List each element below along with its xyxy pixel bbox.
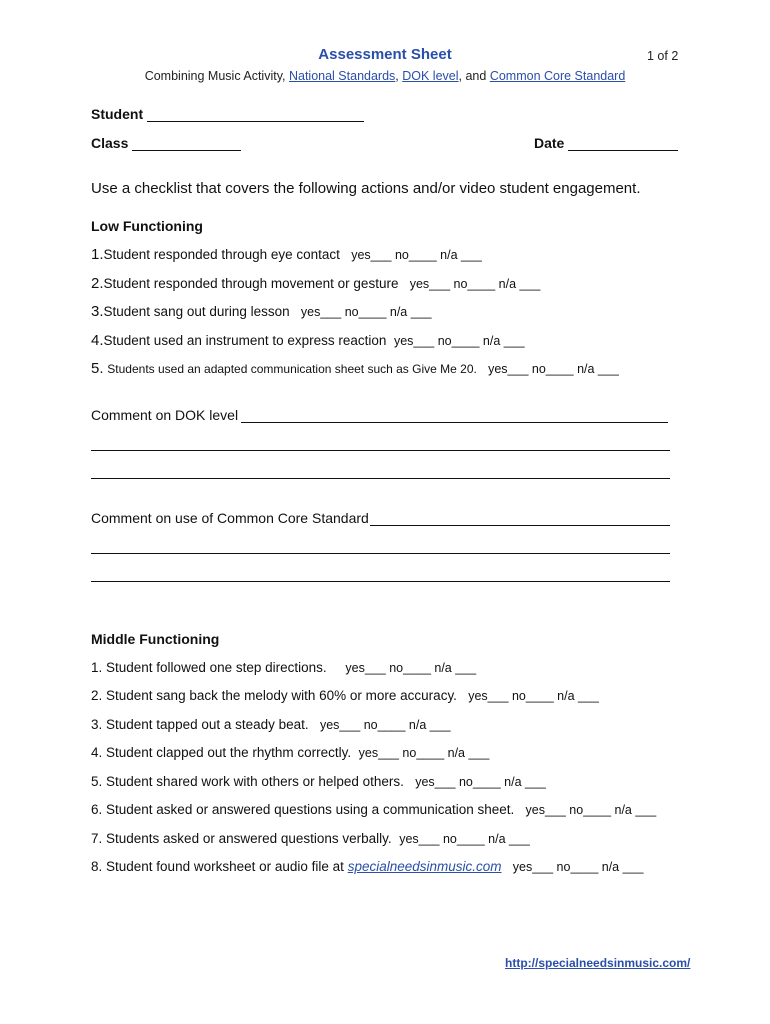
low-item-number: 4.	[91, 332, 104, 349]
cc-comment-line-3[interactable]	[91, 581, 670, 582]
middle-item-8	[91, 859, 643, 874]
middle-item-1	[91, 660, 476, 675]
common-core-comment-label: Comment on use of Common Core Standard	[91, 510, 369, 526]
low-item-text: Students used an adapted communication sheet such as Give Me 20.	[107, 362, 477, 376]
response-blanks[interactable]: yes___ no____ n/a ___	[351, 248, 482, 262]
middle-item-text: 6. Student asked or answered questions using a communication sheet.	[91, 802, 515, 817]
response-blanks[interactable]: yes___ no____ n/a ___	[319, 718, 451, 732]
class-label: Class	[91, 135, 129, 151]
dok-comment-line-1[interactable]	[241, 422, 668, 423]
page-title: Assessment Sheet	[318, 46, 452, 63]
response-blanks[interactable]: yes___ no____ n/a ___	[488, 362, 619, 376]
dok-comment-line-2[interactable]	[91, 450, 670, 451]
middle-item-5	[91, 774, 546, 789]
subtitle-separator-1: ,	[395, 69, 403, 83]
dok-level-link[interactable]: DOK level	[402, 69, 459, 83]
response-blanks[interactable]: yes___ no____ n/a ___	[512, 860, 644, 874]
subtitle-separator-2: , and	[458, 69, 490, 83]
middle-item-3	[91, 717, 451, 732]
low-item-text: Student used an instrument to express reaction	[103, 333, 387, 348]
middle-item-7	[91, 831, 530, 846]
low-functioning-heading: Low Functioning	[91, 218, 203, 234]
class-field[interactable]	[132, 150, 241, 151]
low-item-1	[91, 246, 482, 263]
low-item-2	[91, 275, 540, 292]
cc-comment-line-1[interactable]	[370, 525, 670, 526]
footer-website-link[interactable]: http://specialneedsinmusic.com/	[505, 956, 691, 970]
cc-comment-line-2[interactable]	[91, 553, 670, 554]
middle-functioning-heading: Middle Functioning	[91, 631, 220, 647]
middle-item-text: 5. Student shared work with others or helped others.	[91, 774, 404, 789]
low-item-text: Student responded through eye contact	[103, 247, 340, 262]
intro-text: Use a checklist that covers the following actions and/or video student engagement.	[91, 180, 641, 197]
middle-item-6	[91, 802, 656, 817]
response-blanks[interactable]: yes___ no____ n/a ___	[525, 803, 657, 817]
response-blanks[interactable]: yes___ no____ n/a ___	[468, 689, 599, 703]
low-item-3	[91, 303, 432, 320]
low-item-number: 1.	[91, 246, 104, 263]
response-blanks[interactable]: yes___ no____ n/a ___	[358, 746, 490, 760]
response-blanks[interactable]: yes___ no____ n/a ___	[393, 334, 525, 348]
middle-item-text: 7. Students asked or answered questions verbally.	[91, 831, 392, 846]
low-item-number: 2.	[91, 275, 104, 292]
response-blanks[interactable]: yes___ no____ n/a ___	[300, 305, 432, 319]
response-blanks[interactable]: yes___ no____ n/a ___	[409, 277, 541, 291]
date-label: Date	[534, 135, 565, 151]
subtitle	[0, 69, 770, 83]
middle-item-text: 2. Student sang back the melody with 60% or more accuracy.	[91, 688, 457, 703]
middle-item-text: 1. Student followed one step directions.	[91, 660, 327, 675]
middle-item-text: 3. Student tapped out a steady beat.	[91, 717, 309, 732]
low-item-number: 5.	[91, 360, 104, 377]
student-field[interactable]	[147, 121, 364, 122]
low-item-5	[91, 360, 619, 377]
page-indicator: 1 of 2	[647, 49, 679, 63]
response-blanks[interactable]: yes___ no____ n/a ___	[345, 661, 477, 675]
low-item-text: Student sang out during lesson	[103, 304, 290, 319]
common-core-link[interactable]: Common Core Standard	[489, 69, 626, 83]
low-item-4	[91, 332, 525, 349]
date-field[interactable]	[568, 150, 678, 151]
middle-item-text: 8. Student found worksheet or audio file at	[91, 859, 344, 874]
specialneedsinmusic-link[interactable]: specialneedsinmusic.com	[347, 859, 502, 874]
student-label: Student	[91, 106, 144, 122]
middle-item-2	[91, 688, 599, 703]
middle-item-4	[91, 745, 489, 760]
middle-item-text: 4. Student clapped out the rhythm correctly.	[91, 745, 352, 760]
dok-comment-label: Comment on DOK level	[91, 407, 239, 423]
response-blanks[interactable]: yes___ no____ n/a ___	[415, 775, 546, 789]
subtitle-prefix: Combining Music Activity,	[144, 69, 289, 83]
low-item-text: Student responded through movement or gesture	[103, 276, 399, 291]
low-item-number: 3.	[91, 303, 104, 320]
dok-comment-line-3[interactable]	[91, 478, 670, 479]
national-standards-link[interactable]: National Standards	[288, 69, 396, 83]
response-blanks[interactable]: yes___ no____ n/a ___	[399, 832, 530, 846]
